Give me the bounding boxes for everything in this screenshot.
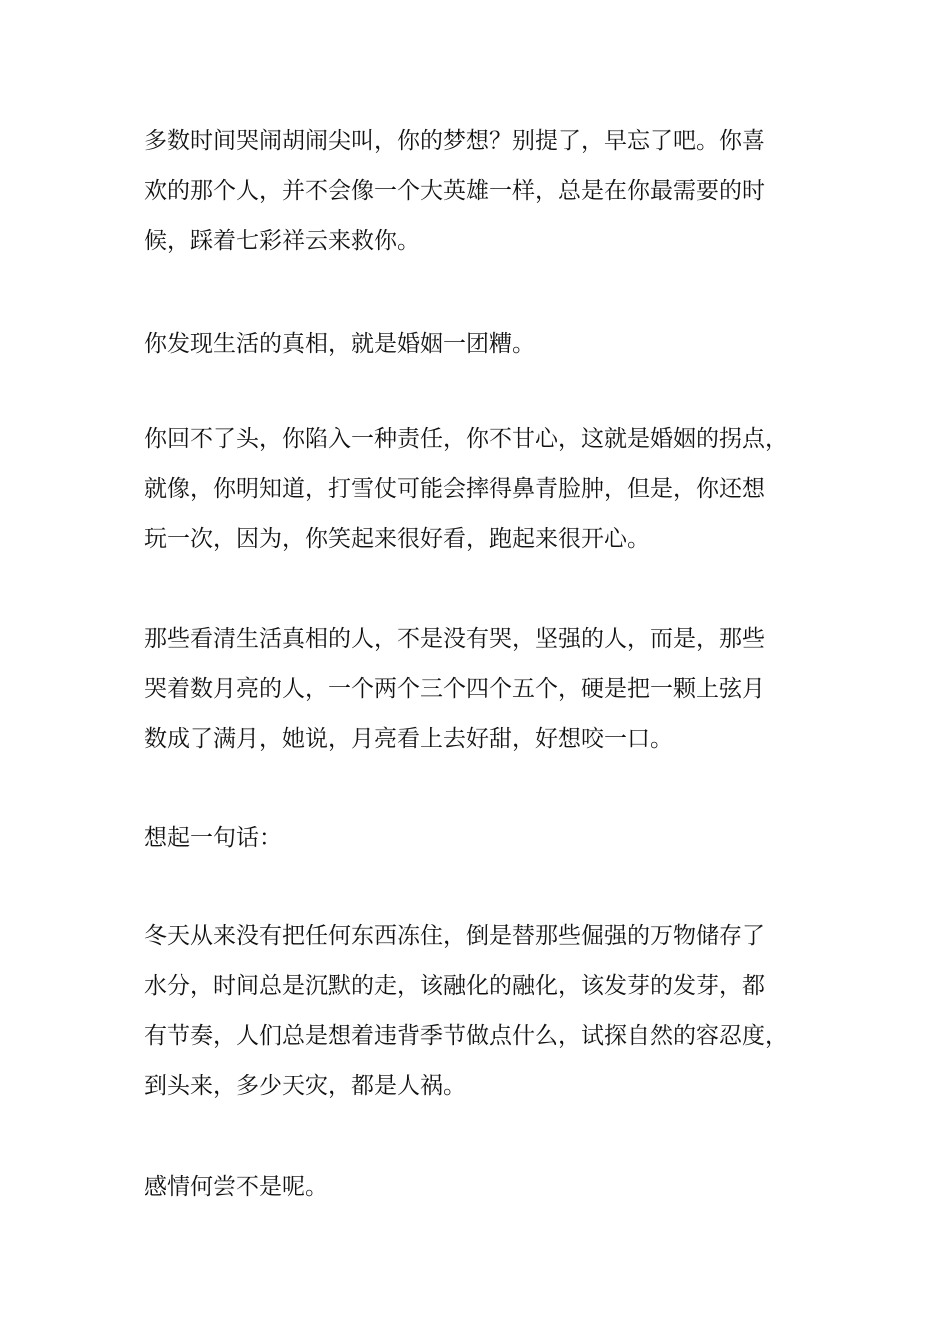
text-line: 那些看清生活真相的人，不是没有哭，坚强的人，而是，那些 bbox=[144, 626, 765, 652]
paragraph-6 bbox=[144, 911, 834, 1111]
text-line: 哭着数月亮的人，一个两个三个四个五个，硬是把一颗上弦月 bbox=[144, 676, 765, 702]
text-line: 多数时间哭闹胡闹尖叫，你的梦想？别提了，早忘了吧。你喜 bbox=[144, 128, 765, 154]
text-line: 想起一句话： bbox=[144, 825, 282, 851]
paragraph-4 bbox=[144, 614, 834, 764]
text-line: 你回不了头，你陷入一种责任，你不甘心，这就是婚姻的拐点， bbox=[144, 426, 788, 452]
text-line: 欢的那个人，并不会像一个大英雄一样，总是在你最需要的时 bbox=[144, 178, 765, 204]
paragraph-5 bbox=[144, 813, 834, 863]
text-line: 玩一次，因为，你笑起来很好看，跑起来很开心。 bbox=[144, 526, 650, 552]
text-line: 就像，你明知道，打雪仗可能会摔得鼻青脸肿，但是，你还想 bbox=[144, 476, 765, 502]
paragraph-2 bbox=[144, 319, 834, 369]
paragraph-1 bbox=[144, 116, 834, 266]
text-line: 到头来，多少天灾，都是人祸。 bbox=[144, 1073, 466, 1099]
text-line: 水分，时间总是沉默的走，该融化的融化，该发芽的发芽，都 bbox=[144, 973, 765, 999]
text-line: 感情何尝不是呢。 bbox=[144, 1174, 328, 1200]
text-line: 候，踩着七彩祥云来救你。 bbox=[144, 228, 420, 254]
text-line: 你发现生活的真相，就是婚姻一团糟。 bbox=[144, 331, 535, 357]
paragraph-7 bbox=[144, 1162, 834, 1212]
text-line: 冬天从来没有把任何东西冻住，倒是替那些倔强的万物储存了 bbox=[144, 923, 765, 949]
text-line: 数成了满月，她说，月亮看上去好甜，好想咬一口。 bbox=[144, 726, 673, 752]
text-line: 有节奏，人们总是想着违背季节做点什么，试探自然的容忍度， bbox=[144, 1023, 788, 1049]
paragraph-3 bbox=[144, 414, 834, 564]
